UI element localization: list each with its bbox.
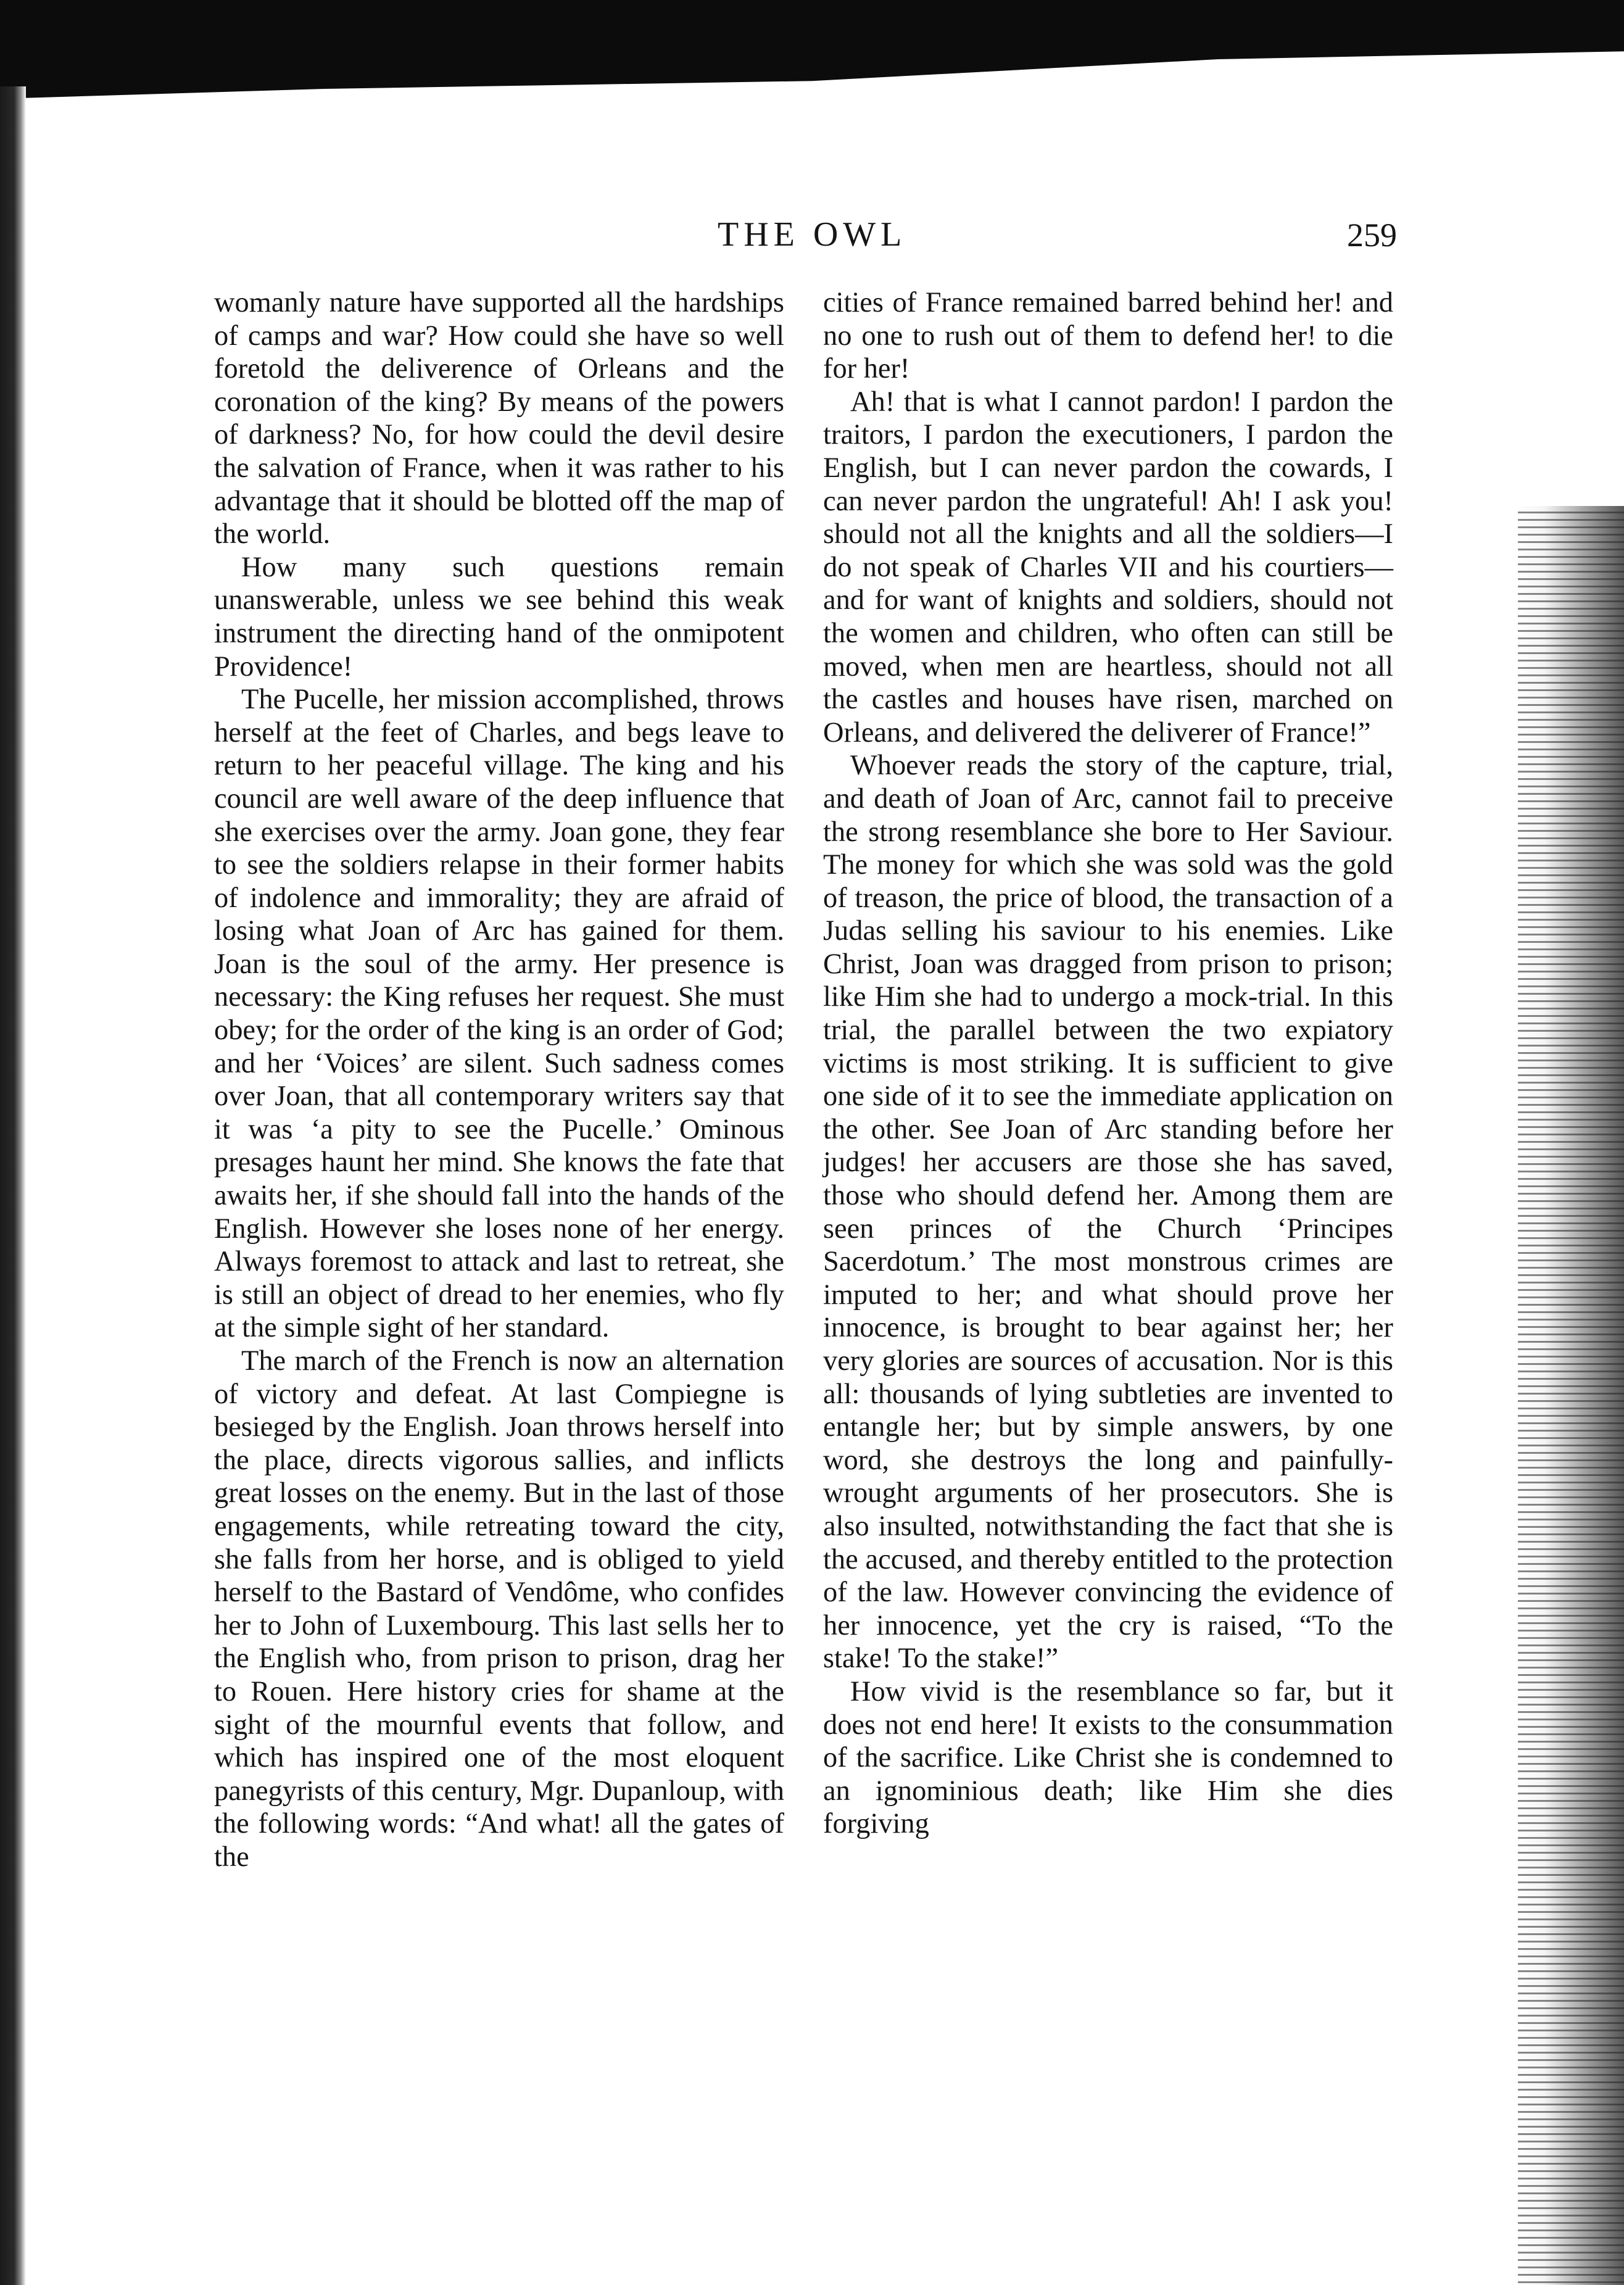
right-paragraph-1: cities of France remained barred behind her! and no one to rush out of them to defend her! to die for her!: [823, 287, 1393, 385]
right-paragraph-4: How vivid is the resemblance so far, but it does not end here! It exists to the consummation of the sacrifice. Like Christ she is condemned to an ignominious death; like Him she dies forgiving: [823, 1675, 1393, 1840]
left-paragraph-1: womanly nature have supported all the hardships of camps and war? How could she have so well foretold the deliverence of Orleans and the coronation of the king? By means of the powers of darkness? No, for how could the devil desire the salvation of France, when it was rather to his advantage that it should be blotted off the map of the world.: [214, 287, 784, 550]
scan-right-edge: [1518, 506, 1624, 2285]
scan-left-edge: [0, 86, 26, 2285]
scan-top-border: [0, 0, 1624, 99]
left-paragraph-3: The Pucelle, her mission accomplished, throws herself at the feet of Charles, and begs leave to return to her peaceful village. The king and his council are well aware of the deep influence that she exercises over the army. Joan gone, they fear to see the soldiers relapse in their former habits of indolence and immorality; they are afraid of losing what Joan of Arc has gained for them. Joan is the soul of the army. Her presence is necessary: the King refuses her request. She must obey; for the order of the king is an order of God; and her ‘Voices’ are silent. Such sadness comes over Joan, that all contemporary writers say that it was ‘a pity to see the Pucelle.’ Ominous presages haunt her mind. She knows the fate that awaits her, if she should fall into the hands of the English. However she loses none of her energy. Always foremost to attack and last to retreat, she is still an object of dread to her enemies, who fly at the simple sight of her standard.: [214, 684, 784, 1344]
right-paragraph-3: Whoever reads the story of the capture, trial, and death of Joan of Arc, cannot fail to preceive the strong resemblance she bore to Her Saviour. The money for which she was sold was the gold of treason, the price of blood, the transaction of a Judas selling his saviour to his enemies. Like Christ, Joan was dragged from prison to prison; like Him she had to undergo a mock-trial. In this trial, the parallel between the two expiatory victims is most striking. It is sufficient to give one side of it to see the immediate application on the other. See Joan of Arc standing before her judges! her accusers are those she has saved, those who should defend her. Among them are seen princes of the Church ‘Principes Sacerdotum.’ The most monstrous crimes are imputed to her; and what should prove her innocence, is brought to bear against her; her very glories are sources of accusation. Nor is this all: thousands of lying subtleties are invented to entangle her; but by simple answers, by one word, she destroys the long and painfully-wrought arguments of her prosecutors. She is also insulted, notwithstanding the fact that she is the accused, and thereby entitled to the protection of the law. However convincing the evidence of her innocence, yet the cry is raised, “To the stake! To the stake!”: [823, 750, 1393, 1675]
page-number: 259: [1347, 217, 1397, 254]
left-paragraph-4: The march of the French is now an alternation of victory and defeat. At last Compiegne is besieged by the English. Joan throws herself into the place, directs vigorous sallies, and inflicts great losses on the enemy. But in the last of those engagements, while retreating toward the city, she falls from her horse, and is obliged to yield herself to the Bastard of Vendôme, who confides her to John of Luxembourg. This last sells her to the English who, from prison to prison, drag her to Rouen. Here history cries for shame at the sight of the mournful events that follow, and which has inspired one of the most eloquent panegyrists of this century, Mgr. Dupanloup, with the following words: “And what! all the gates of the: [214, 1345, 784, 1873]
right-paragraph-2: Ah! that is what I cannot pardon! I pardon the traitors, I pardon the executioners, I pardon the English, but I can never pardon the cowards, I can never pardon the ungrateful! Ah! I ask you! should not all the knights and all the soldiers—I do not speak of Charles VII and his courtiers—and for want of knights and soldiers, should not the women and children, who often can still be moved, when men are heartless, should not all the castles and houses have risen, marched on Orleans, and delivered the deliverer of France!”: [823, 386, 1393, 749]
running-head: THE OWL: [718, 215, 907, 254]
left-column: [214, 286, 784, 1874]
right-column: [823, 286, 1393, 1841]
left-paragraph-2: How many such questions remain unanswerable, unless we see behind this weak instrument the directing hand of the onmipotent Providence!: [214, 551, 784, 682]
